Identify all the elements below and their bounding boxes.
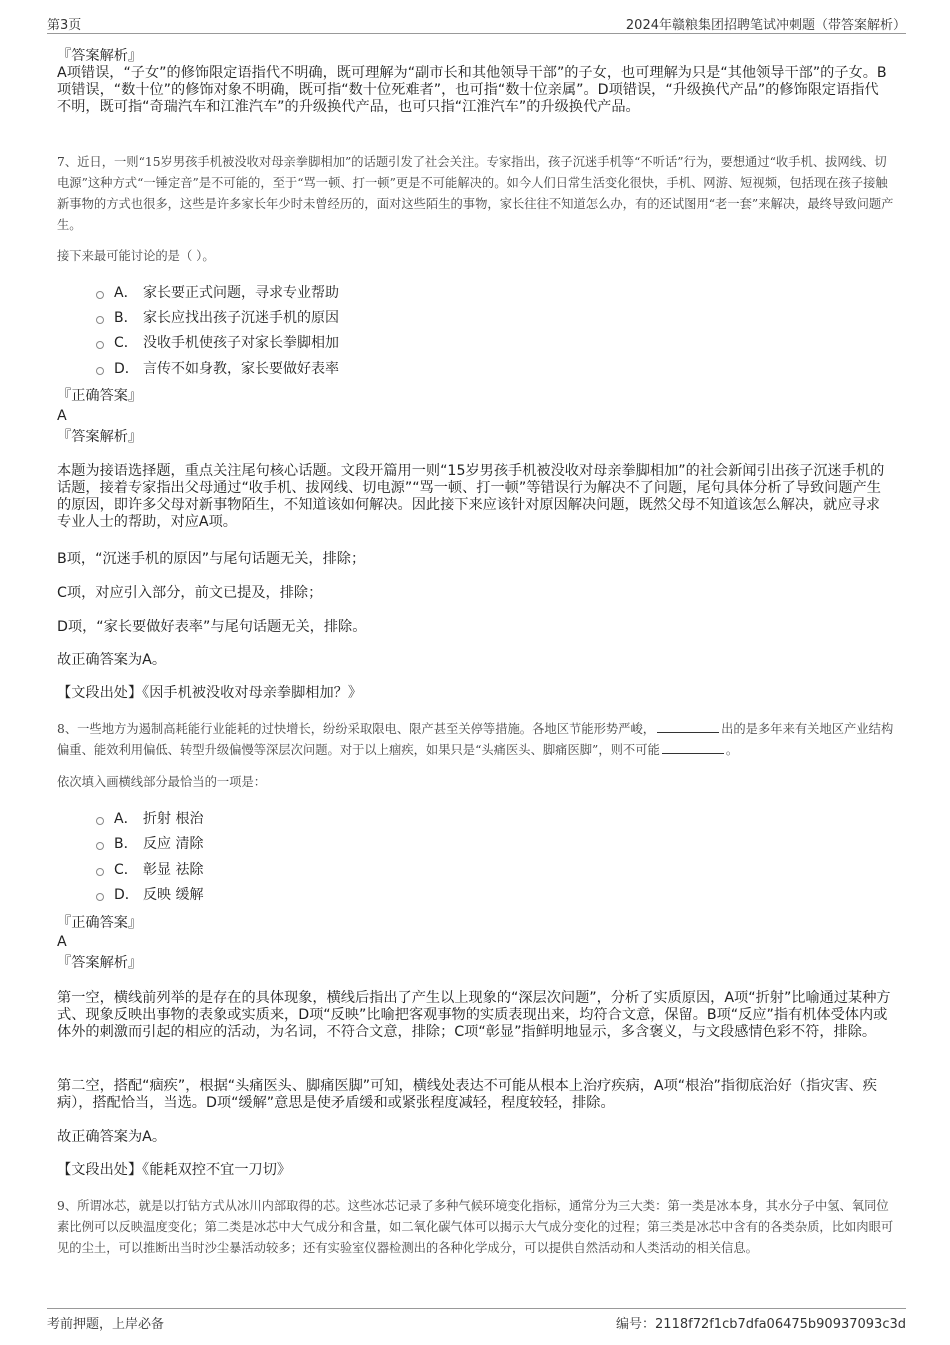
- option-letter: D．: [114, 887, 139, 903]
- option-letter: B．: [114, 836, 138, 852]
- option-text: 彰显 祛除: [143, 862, 204, 878]
- option-letter: D．: [114, 361, 139, 377]
- source-citation: 【文段出处】《能耗双控不宜一刀切》: [57, 1162, 292, 1178]
- question-7-stem: 接下来最可能讨论的是（ ）。: [57, 249, 215, 263]
- analysis-label: 『答案解析』: [57, 955, 143, 971]
- question-8-stem: 依次填入画横线部分最恰当的一项是：: [57, 775, 267, 789]
- option-text: 言传不如身教，家长要做好表率: [143, 361, 339, 377]
- correct-answer: A: [57, 934, 67, 950]
- radio-icon[interactable]: [96, 893, 104, 901]
- q8-option-d[interactable]: [96, 886, 203, 904]
- option-letter: B．: [114, 310, 138, 326]
- option-text: 反应 清除: [143, 836, 204, 852]
- analysis-paragraph: 本题为接语选择题，重点关注尾句核心话题。文段开篇用一则“15岁男孩手机被没收对母亲拳脚相加”的社会新闻引出孩子沉迷手机的话题，接着专家指出父母通过“收手机、拔网线、切电源”“骂一顿、打一顿”等错误行为解决不了问题，尾句具体分析了导致问题产生的原因，即许多父母对新事物陌生，不知道该如何解决。因此接下来应该针对原因解决问题，既然父母不知道该怎么解决，就应寻求专业人士的帮助，对应A项。: [57, 463, 885, 530]
- document-title: 2024年赣粮集团招聘笔试冲刺题（带答案解析）: [625, 18, 906, 33]
- option-text: 没收手机使孩子对家长拳脚相加: [143, 335, 339, 351]
- document-id: 编号：2118f72f1cb7dfa06475b90937093c3d: [616, 1317, 906, 1332]
- question-8-text-part: 。: [725, 743, 739, 757]
- option-text: 反映 缓解: [143, 887, 204, 903]
- fill-blank: [662, 741, 724, 754]
- q8-option-c[interactable]: [96, 861, 203, 879]
- option-letter: C．: [114, 335, 138, 351]
- option-letter: A．: [114, 811, 138, 827]
- analysis-label: 『答案解析』: [57, 48, 143, 64]
- correct-answer-label: 『正确答案』: [57, 388, 143, 404]
- analysis-label: 『答案解析』: [57, 429, 143, 445]
- radio-icon[interactable]: [96, 817, 104, 825]
- option-letter: A．: [114, 285, 138, 301]
- analysis-paragraph: B项，“沉迷手机的原因”与尾句话题无关，排除；: [57, 551, 366, 567]
- analysis-paragraph: 第一空，横线前列举的是存在的具体现象，横线后指出了产生以上现象的“深层次问题”，分析了实质原因，A项“折射”比喻通过某种方式、现象反映出事物的表象或实质来，D项“反映”比喻把客观事物的实质表现出来，均符合文意，保留。B项“反应”指有机体受体内或体外的刺激而引起的相应的活动，为名词，不符合文意，排除；C项“彰显”指鲜明地显示，多含褒义，与文段感情色彩不符，排除。: [57, 990, 891, 1040]
- radio-icon[interactable]: [96, 291, 104, 299]
- question-8-text-part: 8、一些地方为遏制高耗能行业能耗的过快增长，纷纷采取限电、限产甚至关停等措施。各地区节能形势严峻，: [57, 722, 656, 736]
- question-7-text: 7、近日，一则“15岁男孩手机被没收对母亲拳脚相加”的话题引发了社会关注。专家指出，孩子沉迷手机等“不听话”行为，要想通过“收手机、拔网线、切电源”这种方式“一锤定音”是不可能的，至于“骂一顿、打一顿”更是不可能解决的。如今人们日常生活变化很快，手机、网游、短视频，包括现在孩子接触新事物的方式也很多，这些是许多家长年少时未曾经历的，面对这些陌生的事物，家长往往不知道怎么办，有的还试图用“老一套”来解决，最终导致问题产生。: [57, 155, 894, 232]
- radio-icon[interactable]: [96, 868, 104, 876]
- analysis-paragraph: C项，对应引入部分，前文已提及，排除；: [57, 585, 323, 601]
- q7-option-b[interactable]: [96, 309, 339, 327]
- option-text: 折射 根治: [143, 811, 204, 827]
- q8-option-a[interactable]: [96, 810, 203, 828]
- analysis-paragraph: 第二空，搭配“痼疾”，根据“头痛医头、脚痛医脚”可知，横线处表达不可能从根本上治疗疾病，A项“根治”指彻底治好（指灾害、疾病），搭配恰当，当选。D项“缓解”意思是使矛盾缓和或紧张程度减轻，程度较轻，排除。: [57, 1078, 877, 1111]
- question-8-text-part: 出的是多年来有关地区产业结构偏重、能效利用偏低、转型升级偏慢等深层次问题。对于以上痼疾，如果只是“头痛医头、脚痛医脚”，则不可能: [57, 722, 894, 757]
- header-divider: [47, 33, 906, 34]
- page-number: 第3页: [47, 18, 82, 33]
- radio-icon[interactable]: [96, 842, 104, 850]
- option-text: 家长应找出孩子沉迷手机的原因: [143, 310, 339, 326]
- question-8-text: [57, 719, 897, 761]
- radio-icon[interactable]: [96, 341, 104, 349]
- analysis-paragraph: 故正确答案为A。: [57, 652, 167, 668]
- correct-answer-label: 『正确答案』: [57, 915, 143, 931]
- footer-divider: [47, 1308, 906, 1309]
- radio-icon[interactable]: [96, 367, 104, 375]
- analysis-paragraph: 故正确答案为A。: [57, 1129, 167, 1145]
- fill-blank: [657, 720, 719, 733]
- option-text: 家长要正式问题，寻求专业帮助: [143, 285, 339, 301]
- footer-slogan: 考前押题，上岸必备: [47, 1317, 165, 1332]
- analysis-paragraph: D项，“家长要做好表率”与尾句话题无关，排除。: [57, 619, 367, 635]
- q8-option-b[interactable]: [96, 835, 203, 853]
- q7-option-a[interactable]: [96, 284, 339, 302]
- analysis-text: A项错误，“子女”的修饰限定语指代不明确，既可理解为“副市长和其他领导干部”的子女，也可理解为只是“其他领导干部”的子女。B项错误，“数十位”的修饰对象不明确，既可指“数十位死难者”，也可指“数十位亲属”。D项错误，“升级换代产品”的修饰限定语指代不明，既可指“奇瑞汽车和江淮汽车”的升级换代产品，也可只指“江淮汽车”的升级换代产品。: [57, 65, 887, 115]
- correct-answer: A: [57, 408, 67, 424]
- q7-option-c[interactable]: [96, 334, 339, 352]
- question-9-text: 9、所谓冰芯，就是以打钻方式从冰川内部取得的芯。这些冰芯记录了多种气候环境变化指标，通常分为三大类：第一类是冰本身，其水分子中氢、氧同位素比例可以反映温度变化；第二类是冰芯中大气成分和含量，如二氧化碳气体可以揭示大气成分变化的过程；第三类是冰芯中含有的各类杂质，比如肉眼可见的尘土，可以推断出当时沙尘暴活动较多；还有实验室仪器检测出的各种化学成分，可以提供自然活动和人类活动的相关信息。: [57, 1199, 894, 1255]
- option-letter: C．: [114, 862, 138, 878]
- q7-option-d[interactable]: [96, 360, 339, 378]
- source-citation: 【文段出处】《因手机被没收对母亲拳脚相加？》: [57, 685, 363, 701]
- radio-icon[interactable]: [96, 316, 104, 324]
